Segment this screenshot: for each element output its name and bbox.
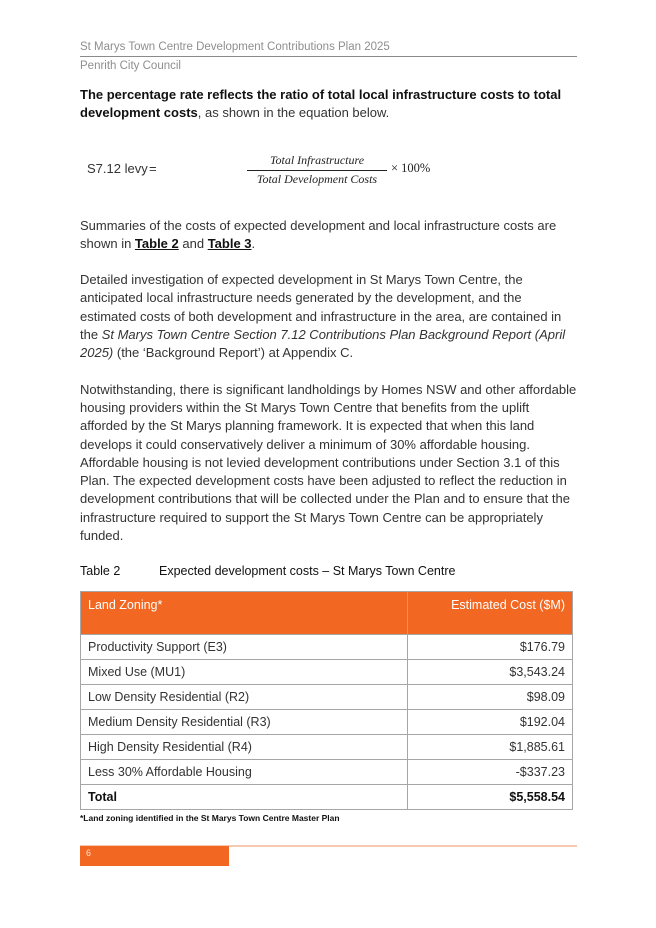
footer-accent-bar [80,846,229,866]
header-estimated-cost: Estimated Cost ($M) [408,592,573,635]
table-caption-number: Table 2 [80,564,121,579]
summaries-paragraph [80,217,577,254]
header-divider [80,56,577,57]
table-caption [80,563,577,579]
equation-lhs: S7.12 levy [87,160,148,176]
cost-cell: $192.04 [408,710,573,735]
table-caption-title: Expected development costs – St Marys Town Centre [159,564,456,579]
total-cost: $5,558.54 [408,785,573,810]
page-footer [80,845,577,867]
zoning-cell: Medium Density Residential (R3) [81,710,408,735]
organisation-name: Penrith City Council [80,60,181,72]
detailed-paragraph [80,271,577,362]
total-label: Total [81,785,408,810]
zoning-cell: High Density Residential (R4) [81,735,408,760]
table-row [81,660,573,685]
zoning-cell: Low Density Residential (R2) [81,685,408,710]
table-row [81,760,573,785]
summaries-text: Summaries of the costs of expected development and local infrastructure costs are shown in [80,217,557,251]
development-costs-table [80,591,573,810]
zoning-cell: Productivity Support (E3) [81,635,408,660]
equation-numerator: Total Infrastructure [247,153,387,171]
detailed-text-after: (the ‘Background Report’) at Appendix C. [113,345,354,361]
equation-multiplier: × 100% [391,160,431,175]
cost-cell: $98.09 [408,685,573,710]
header-land-zoning: Land Zoning* [81,592,408,635]
cost-cell: -$337.23 [408,760,573,785]
page-number: 6 [86,848,92,859]
intro-bold-text: The percentage rate reflects the ratio of total local infrastructure costs to total development costs [80,87,562,121]
detailed-text: Detailed investigation of expected development in St Marys Town Centre, the anticipated local infrastructure needs generated by the development, and the estimated costs of both development and infrastructure in the area, are contained in the [80,272,562,343]
notwithstanding-paragraph: Notwithstanding, there is significant landholdings by Homes NSW and other affordable housing providers within the St Marys Town Centre that benefits from the uplift afforded by the St Marys planning framework. It is expected that when this land develops it could conservatively deliver a minimum of 30% affordable housing. Affordable housing is not levied development contributions under Section 3.1 of this Plan. The expected development costs have been adjusted to reflect the reduction in development contributions that will be collected under the Plan and to ensure that the infrastructure required to support the St Marys Town Centre can be appropriately funded. [80,381,577,544]
table-row [81,685,573,710]
equation-fraction [247,153,387,187]
equation-denominator: Total Development Costs [256,171,378,186]
zoning-cell: Mixed Use (MU1) [81,660,408,685]
table-total-row [81,785,573,810]
intro-rest-text: , as shown in the equation below. [197,105,390,121]
table-row [81,735,573,760]
summaries-end: . [251,235,256,251]
table3-link[interactable]: Table 3 [207,235,252,251]
background-report-title: St Marys Town Centre Section 7.12 Contributions Plan Background Report (April 2025) [80,327,566,361]
table-header-row [81,592,573,635]
table-row [81,710,573,735]
intro-paragraph [80,86,577,123]
table-footnote: *Land zoning identified in the St Marys Town Centre Master Plan [80,813,340,824]
equation-equals: = [149,160,157,176]
table-row [81,635,573,660]
document-title: St Marys Town Centre Development Contributions Plan 2025 [80,41,390,53]
cost-cell: $176.79 [408,635,573,660]
summaries-and: and [178,235,208,251]
zoning-cell: Less 30% Affordable Housing [81,760,408,785]
cost-cell: $3,543.24 [408,660,573,685]
levy-equation [87,152,577,196]
cost-cell: $1,885.61 [408,735,573,760]
table2-link[interactable]: Table 2 [134,235,179,251]
